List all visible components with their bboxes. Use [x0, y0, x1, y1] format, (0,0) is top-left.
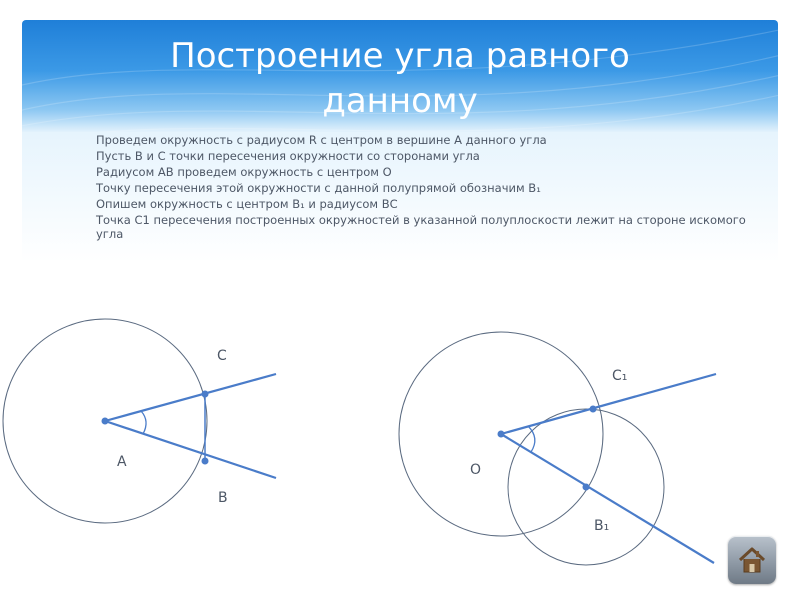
slide-title-line2: данному	[322, 81, 478, 121]
label-c: С	[217, 348, 227, 364]
angle-arc-o	[528, 426, 535, 452]
point-o	[498, 431, 505, 438]
slide-title-line1: Построение угла равного	[170, 36, 630, 76]
home-button[interactable]	[728, 536, 776, 584]
label-a: А	[117, 454, 127, 470]
label-o: О	[470, 462, 482, 478]
point-c1	[590, 406, 597, 413]
ray-ab	[105, 421, 276, 478]
step-5: Опишем окружность с центром В₁ и радиусом ВС	[96, 197, 398, 211]
ray-ac	[105, 374, 276, 421]
given-angle-figure	[3, 319, 276, 523]
point-b1	[583, 484, 590, 491]
step-2: Пусть В и С точки пересечения окружности со сторонами угла	[96, 149, 480, 163]
point-b	[202, 458, 209, 465]
angle-arc-a	[141, 411, 146, 434]
point-c	[202, 391, 209, 398]
step-1: Проведем окружность с радиусом R с центром в вершине А данного угла	[96, 133, 547, 147]
label-b1: В₁	[594, 518, 610, 534]
label-b: В	[218, 490, 228, 506]
constructed-angle-figure	[399, 332, 716, 565]
step-3: Радиусом АВ проведем окружность с центром О	[96, 165, 392, 179]
step-4: Точку пересечения этой окружности с данной полупрямой обозначим В₁	[96, 181, 541, 195]
ray-oc1	[501, 374, 716, 434]
label-c1: С₁	[612, 368, 628, 384]
step-6: Точка С1 пересечения построенных окружностей в указанной полуплоскости лежит на стороне искомого угла	[96, 213, 746, 241]
home-icon	[736, 544, 768, 576]
point-a	[102, 418, 109, 425]
